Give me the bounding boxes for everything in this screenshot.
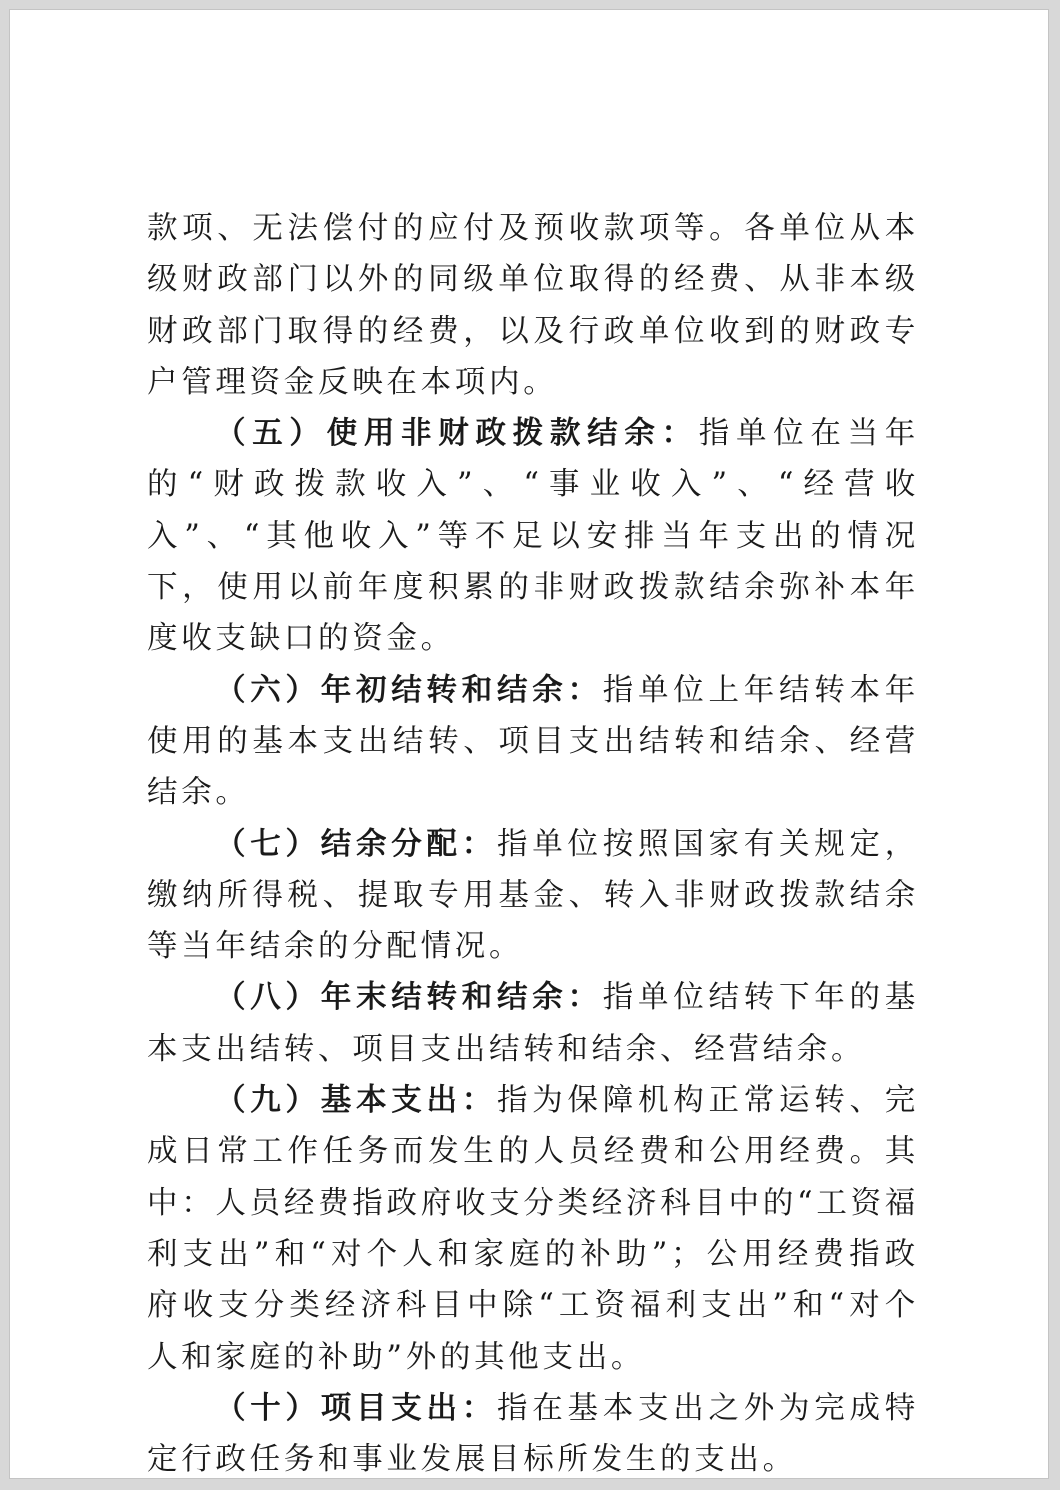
paragraph-text: 指单位结转下年的基本支出结转、项目支出结转和结余、经营结余。 xyxy=(147,980,919,1067)
paragraph-item-9 xyxy=(147,1075,919,1383)
document-page xyxy=(9,9,1049,1479)
paragraph-text: 指在基本支出之外为完成特定行政任务和事业发展目标所发生的支出。 xyxy=(147,1390,919,1478)
paragraph-text: 指为保障机构正常运转、完成日常工作任务而发生的人员经费和公用经费。其中：人员经费指政府收支分类经济科目中的“工资福利支出”和“对个人和家庭的补助”；公用经费指政府收支分类经济科目中除“工资福利支出”和“对个人和家庭的补助”外的其他支出。 xyxy=(147,1083,919,1375)
paragraph-item-6 xyxy=(147,665,919,819)
paragraph-text: 指单位按照国家有关规定，缴纳所得税、提取专用基金、转入非财政拨款结余等当年结余的分配情况。 xyxy=(147,826,919,965)
term-heading: （八）年末结转和结余： xyxy=(215,979,603,1016)
document-body xyxy=(147,203,919,1485)
paragraph-text: 指单位在当年的“财政拨款收入”、“事业收入”、“经营收入”、“其他收入”等不足以安排当年支出的情况下，使用以前年度积累的非财政拨款结余弥补本年度收支缺口的资金。 xyxy=(147,416,920,657)
paragraph-item-7 xyxy=(147,819,919,973)
paragraph-continuation xyxy=(147,203,919,408)
term-heading: （九）基本支出： xyxy=(215,1082,498,1119)
paragraph-item-10 xyxy=(147,1383,919,1486)
term-heading: （七）结余分配： xyxy=(215,825,498,862)
paragraph-text: 款项、无法偿付的应付及预收款项等。各单位从本级财政部门以外的同级单位取得的经费、从非本级财政部门取得的经费，以及行政单位收到的财政专户管理资金反映在本项内。 xyxy=(147,211,919,400)
paragraph-item-8 xyxy=(147,972,919,1075)
paragraph-text: 指单位上年结转本年使用的基本支出结转、项目支出结转和结余、经营结余。 xyxy=(147,672,919,811)
term-heading: （五）使用非财政拨款结余： xyxy=(215,415,699,452)
paragraph-item-5 xyxy=(147,408,919,664)
term-heading: （十）项目支出： xyxy=(215,1389,498,1426)
term-heading: （六）年初结转和结余： xyxy=(215,671,603,708)
